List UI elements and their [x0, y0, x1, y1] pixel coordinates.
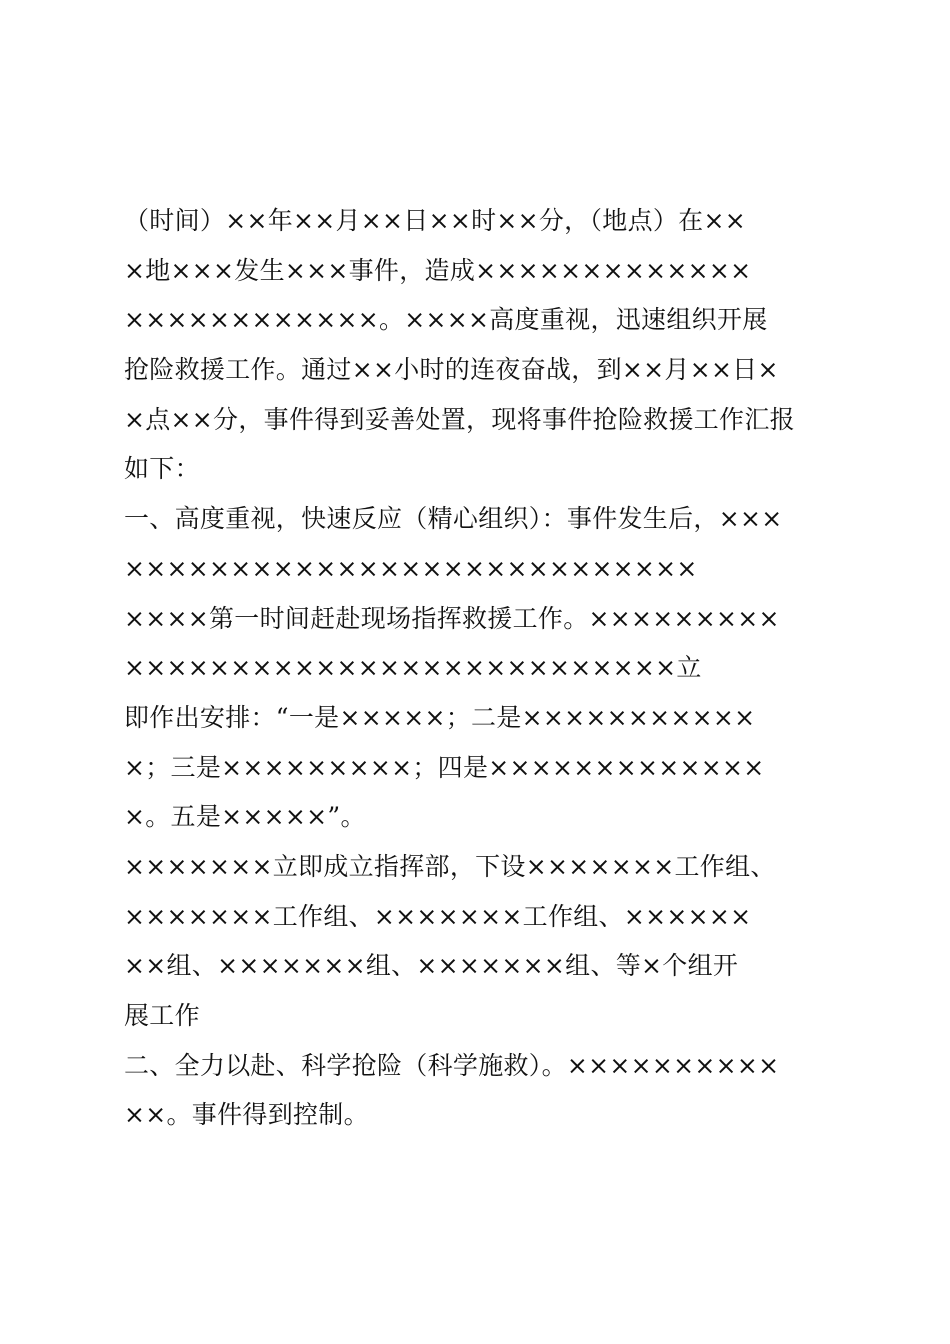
text-line: （时间）××年××月××日××时××分，（地点）在×× — [124, 206, 746, 235]
text-line: 展工作 — [124, 1001, 200, 1030]
text-line: ×。五是×××××”。 — [124, 802, 366, 832]
text-line: ×××××××工作组、×××××××工作组、×××××× — [124, 901, 752, 931]
text-line: ×地×××发生×××事件，造成××××××××××××× — [124, 255, 752, 285]
paragraph-intro — [124, 196, 824, 494]
text-line: 如下： — [124, 454, 200, 484]
text-line: ×；三是×××××××××；四是××××××××××××× — [124, 752, 765, 782]
text-line: 一、高度重视，快速反应（精心组织）：事件发生后，××× — [124, 504, 783, 534]
text-line: ××××××××××××××××××××××××××× — [124, 553, 698, 583]
text-line: 二、全力以赴、科学抢险（科学施救）。×××××××××× — [124, 1050, 780, 1080]
paragraph-section-one — [124, 494, 824, 842]
text-line: 抢险救援工作。通过××小时的连夜奋战，到××月××日× — [124, 355, 779, 385]
text-line: ×××××××立即成立指挥部，下设×××××××工作组、 — [124, 851, 776, 881]
text-line: ××××××××××××××××××××××××××立 — [124, 653, 702, 683]
text-line: ××。事件得到控制。 — [124, 1100, 369, 1130]
text-line: ××××××××××××。××××高度重视，迅速组织开展 — [124, 305, 768, 335]
document-body — [124, 196, 824, 1140]
text-line: ××组、×××××××组、×××××××组、等×个组开 — [124, 951, 739, 981]
text-line: ××××第一时间赶赴现场指挥救援工作。××××××××× — [124, 603, 780, 633]
text-line: ×点××分，事件得到妥善处置，现将事件抢险救援工作汇报 — [124, 404, 795, 434]
text-line: 即作出安排：“一是×××××；二是××××××××××× — [124, 702, 756, 732]
paragraph-section-two — [124, 1041, 824, 1140]
paragraph-command-center — [124, 842, 824, 1041]
